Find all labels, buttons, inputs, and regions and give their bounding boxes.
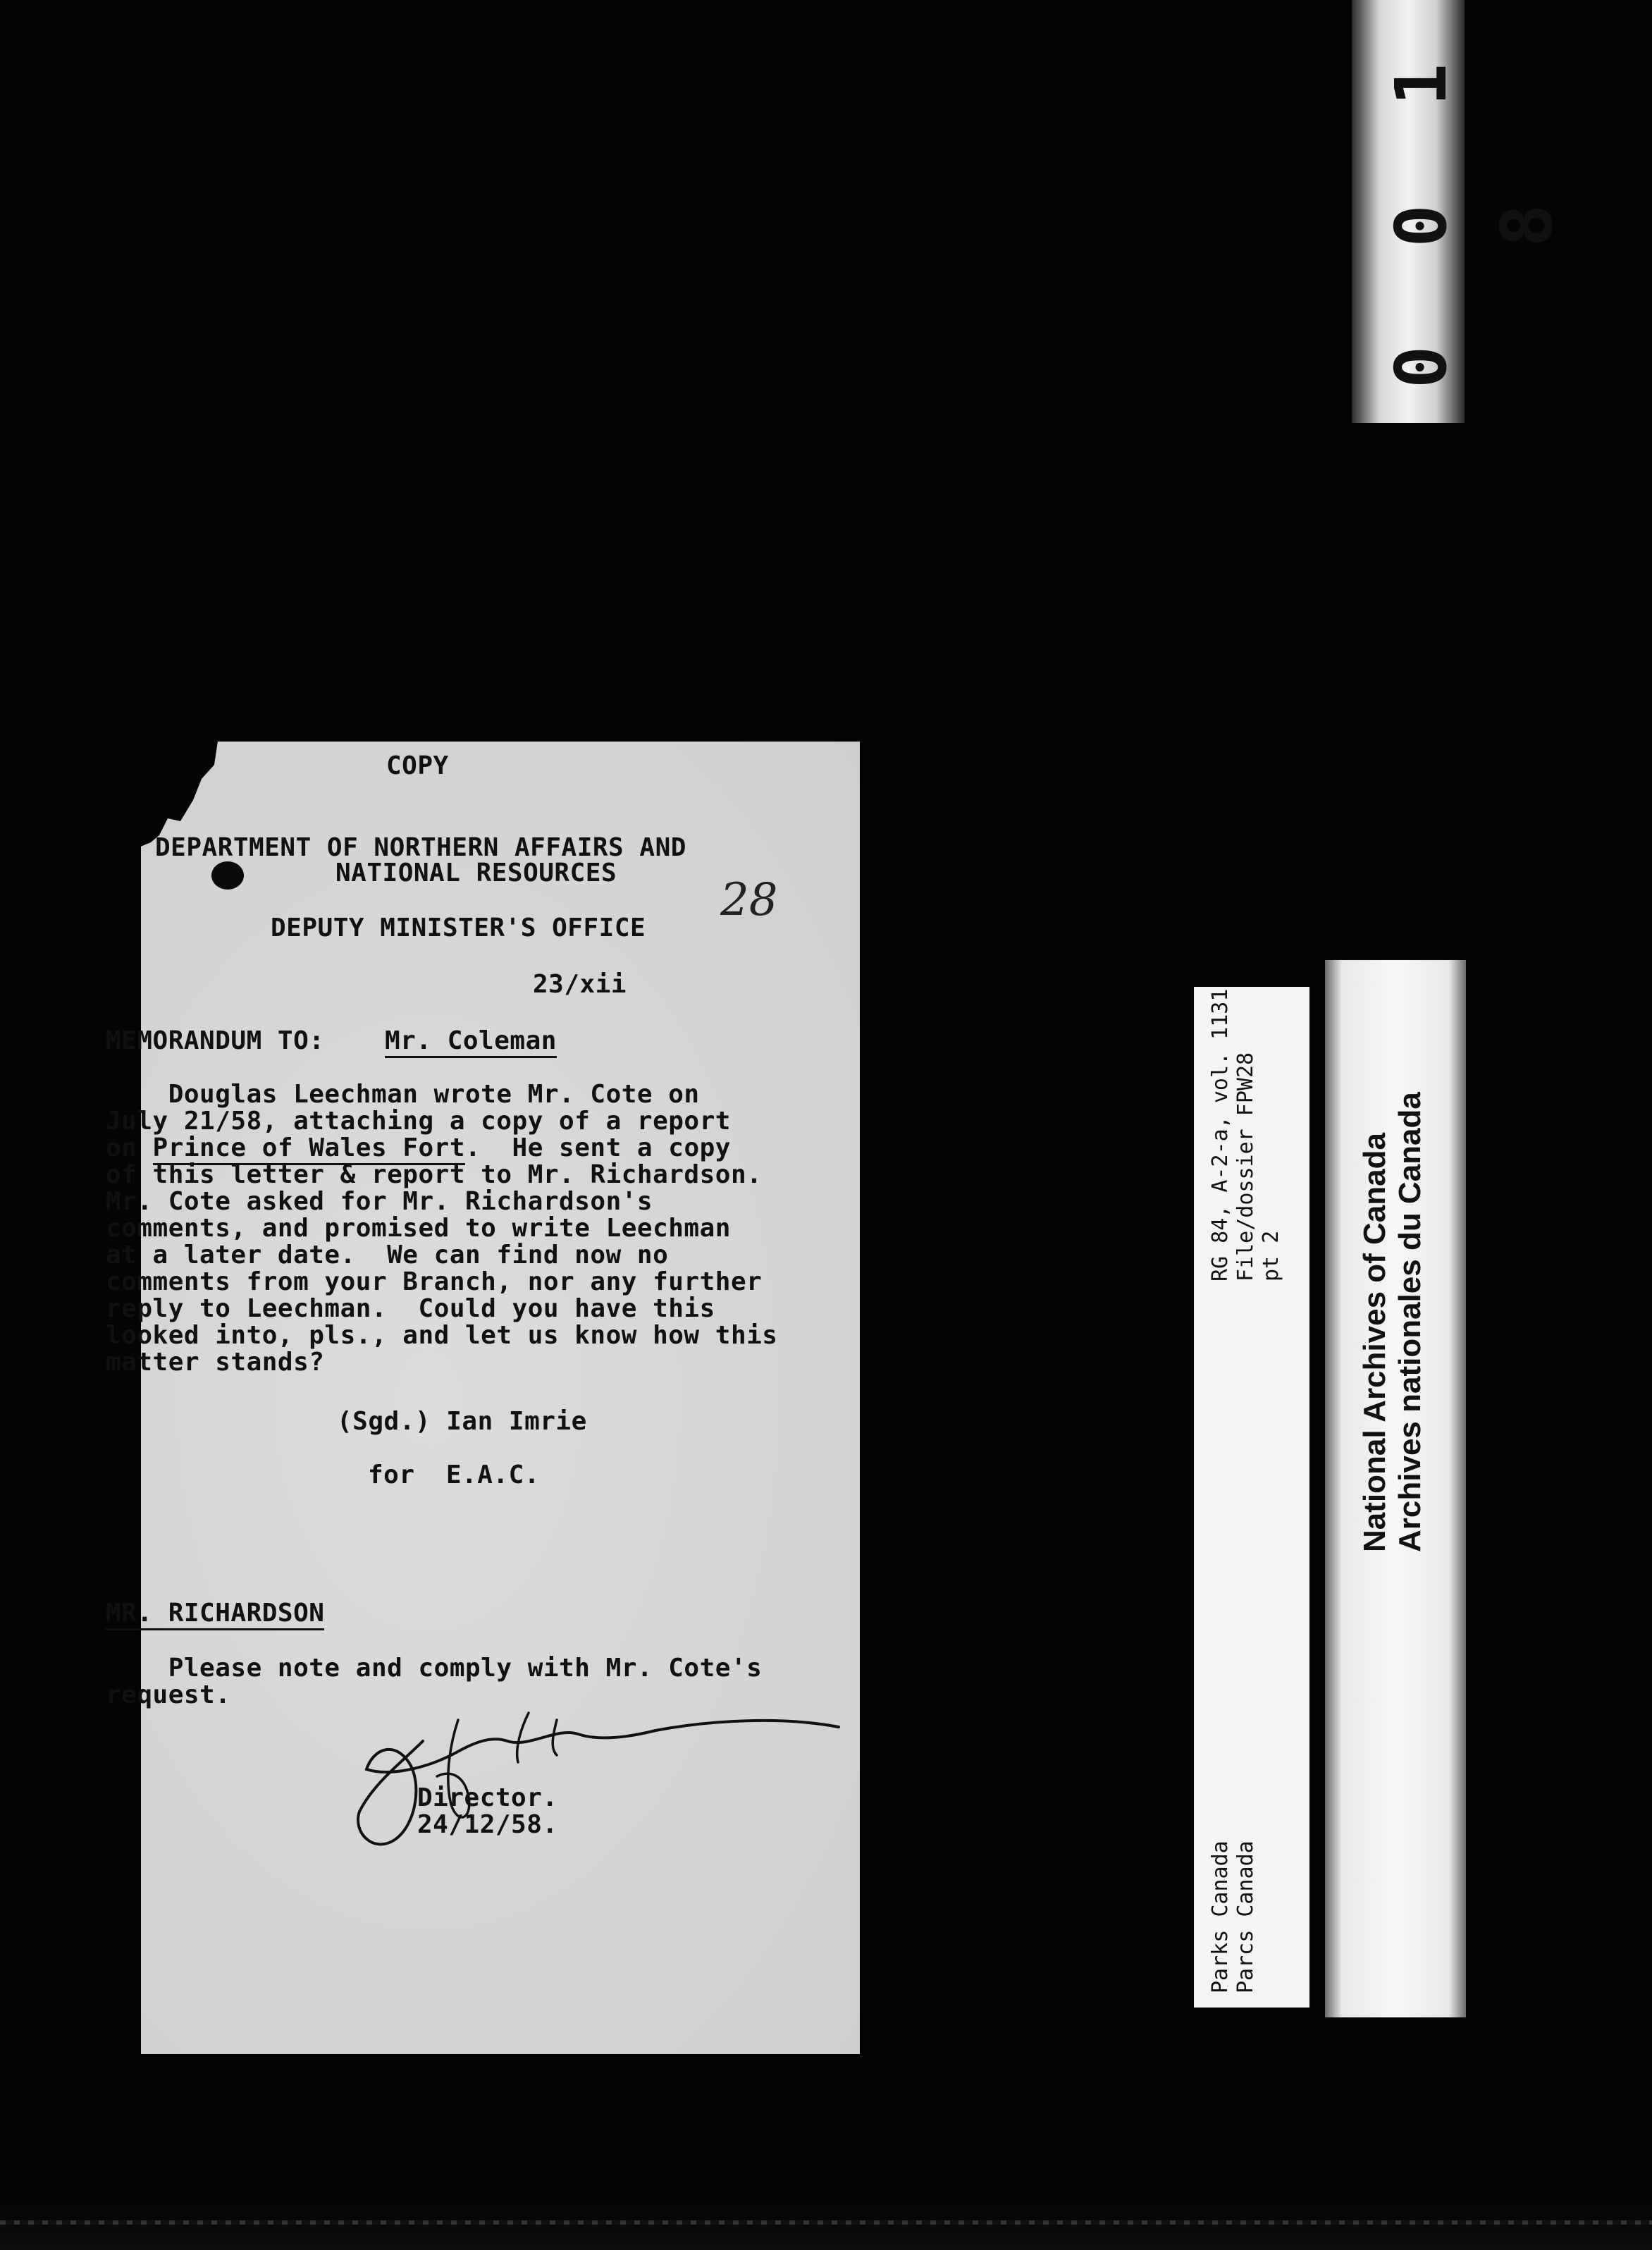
film-bottom-edge [0,2199,1652,2250]
body-line: comments from your Branch, nor any further [106,1267,763,1296]
reference-line: pt 2 [1259,1230,1283,1281]
agency-line: Parks Canada [1208,1840,1233,1993]
underlined-place-name: Prince of Wales Fort [153,1133,465,1165]
body-line [106,1133,731,1162]
memo-to-name: Mr. Coleman [385,1026,557,1058]
archives-label [1325,960,1466,2017]
memo-to-label: MEMORANDUM TO: [106,1026,325,1055]
copy-label: COPY [386,751,449,780]
second-body-line-1: Please note and comply with Mr. Cote's [106,1654,763,1683]
for-line: for E.A.C. [368,1461,540,1489]
body-line: comments, and promised to write Leechman [106,1214,731,1243]
body-line: Douglas Leechman wrote Mr. Cote on [106,1080,700,1109]
body-line: reply to Leechman. Could you have this [106,1294,715,1323]
reference-label [1194,987,1309,2008]
archives-line-french: Archives nationales du Canada [1393,1092,1427,1552]
second-recipient: MR. RICHARDSON [106,1599,324,1630]
body-line: of this letter & report to Mr. Richardson. [106,1160,763,1189]
body-line-suffix: . He sent a copy [465,1133,731,1162]
director-title: Director. [417,1783,558,1812]
reference-line: RG 84, A-2-a, vol. 1131 [1208,988,1233,1281]
director-date: 24/12/58. [417,1810,558,1839]
office-heading: DEPUTY MINISTER'S OFFICE [271,914,646,942]
agency-line: Parcs Canada [1233,1840,1258,1993]
body-line: July 21/58, attaching a copy of a report [106,1107,731,1136]
body-line-prefix: on [106,1133,153,1162]
punch-hole [211,861,244,890]
reference-line: File/dossier FPW28 [1233,1052,1258,1281]
department-line-1: DEPARTMENT OF NORTHERN AFFAIRS AND [155,833,686,862]
body-line: matter stands? [106,1348,325,1377]
body-line: at a later date. We can find now no [106,1241,669,1270]
body-line: looked into, pls., and let us know how this [106,1321,778,1350]
handwritten-folio-number: 28 [720,874,778,926]
reference-label-text [1194,987,1309,2008]
archives-label-text [1325,960,1466,2017]
frame-counter-number: 0 0 1 8 [1380,35,1568,388]
second-body-line-2: request. [106,1680,231,1709]
memo-date: 23/xii [533,970,627,999]
department-line-2: NATIONAL RESOURCES [335,859,617,887]
film-perforation [0,2220,1652,2225]
signed-by: (Sgd.) Ian Imrie [337,1407,587,1436]
body-line: Mr. Cote asked for Mr. Richardson's [106,1187,653,1216]
archives-line-english: National Archives of Canada [1357,1133,1392,1552]
